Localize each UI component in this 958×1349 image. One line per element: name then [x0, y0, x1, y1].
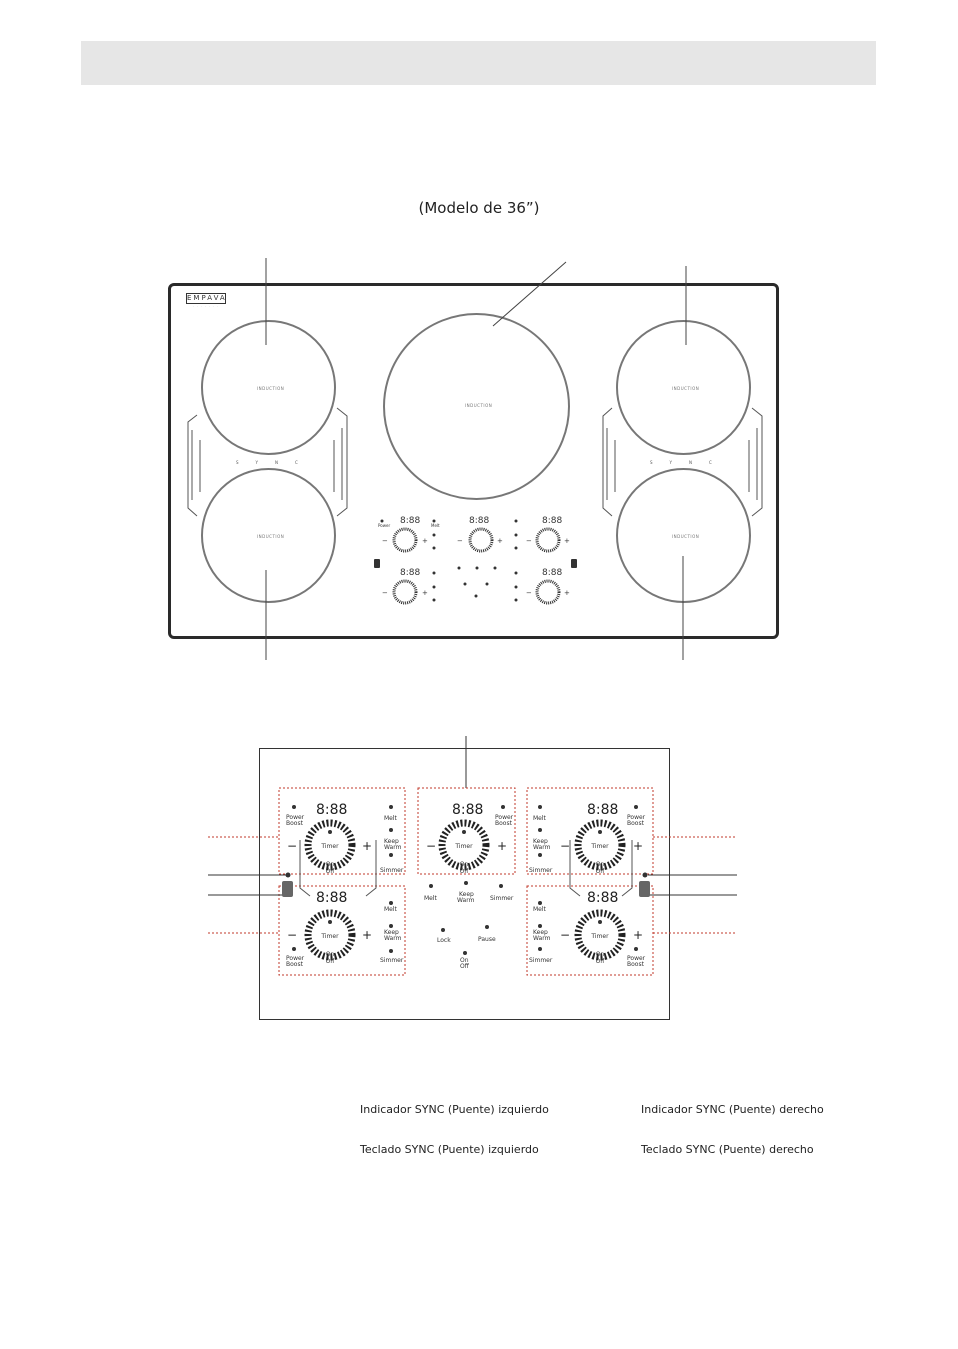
control-panel-svg [0, 720, 958, 1040]
svg-text:Timer: Timer [321, 843, 339, 850]
svg-text:Melt: Melt [384, 906, 397, 913]
svg-text:Off: Off [595, 958, 605, 965]
svg-text:Keep: Keep [384, 929, 399, 936]
svg-text:−: − [287, 839, 298, 853]
svg-text:Boost: Boost [286, 820, 303, 827]
zone-label-fr: INDUCTION [672, 386, 700, 391]
svg-text:Warm: Warm [533, 844, 551, 851]
svg-text:+: + [362, 839, 373, 853]
svg-text:−: − [526, 537, 532, 545]
svg-text:8:88: 8:88 [400, 516, 421, 526]
zone-label-rl: INDUCTION [257, 534, 285, 539]
svg-text:Warm: Warm [384, 935, 402, 942]
legend-sync-indicator-right: Indicador SYNC (Puente) derecho [641, 1103, 824, 1116]
svg-text:Power: Power [627, 814, 646, 821]
svg-text:Power: Power [495, 814, 514, 821]
zone-label-center: INDUCTION [465, 403, 493, 408]
svg-text:On: On [460, 957, 469, 964]
svg-text:Melt: Melt [384, 815, 397, 822]
svg-text:Off: Off [460, 963, 469, 970]
sync-letters-left: SYNC [236, 460, 315, 465]
svg-text:Off: Off [459, 868, 469, 875]
svg-text:8:88: 8:88 [587, 890, 619, 906]
svg-text:Warm: Warm [384, 844, 402, 851]
svg-text:Boost: Boost [495, 820, 512, 827]
mini-control-group [378, 516, 440, 551]
svg-text:Boost: Boost [286, 961, 303, 968]
brand-subline: · · · · · · · [193, 304, 219, 308]
svg-text:On: On [325, 861, 335, 868]
svg-text:Timer: Timer [591, 843, 609, 850]
svg-text:Timer: Timer [455, 843, 473, 850]
svg-text:Pause: Pause [478, 936, 496, 943]
svg-text:8:88: 8:88 [452, 802, 484, 818]
brand-name: EMPAVA [187, 294, 227, 302]
svg-text:+: + [633, 928, 644, 942]
svg-text:+: + [564, 537, 570, 545]
svg-text:Power: Power [627, 955, 646, 962]
svg-text:+: + [362, 928, 373, 942]
svg-text:On: On [459, 861, 469, 868]
svg-text:−: − [457, 537, 463, 545]
svg-text:Boost: Boost [627, 820, 644, 827]
svg-text:+: + [633, 839, 644, 853]
legend-sync-key-left: Teclado SYNC (Puente) izquierdo [360, 1143, 539, 1156]
svg-text:Simmer: Simmer [490, 895, 514, 902]
svg-text:8:88: 8:88 [587, 802, 619, 818]
zone-label-fl: INDUCTION [257, 386, 285, 391]
sync-key-left [282, 881, 293, 897]
svg-text:On: On [325, 951, 335, 958]
svg-text:Melt: Melt [424, 895, 437, 902]
svg-text:+: + [564, 589, 570, 597]
svg-text:Power: Power [286, 814, 305, 821]
svg-text:Timer: Timer [321, 933, 339, 940]
sync-indicator-right [643, 873, 648, 878]
svg-text:8:88: 8:88 [542, 568, 563, 578]
svg-text:−: − [526, 589, 532, 597]
svg-text:Warm: Warm [533, 935, 551, 942]
svg-text:−: − [287, 928, 298, 942]
svg-text:−: − [382, 537, 388, 545]
svg-text:8:88: 8:88 [316, 890, 348, 906]
svg-text:−: − [560, 928, 571, 942]
svg-text:Keep: Keep [533, 838, 548, 845]
svg-text:Keep: Keep [533, 929, 548, 936]
svg-text:+: + [497, 537, 503, 545]
sync-key-right [639, 881, 650, 897]
svg-text:On: On [595, 861, 605, 868]
svg-text:Boost: Boost [627, 961, 644, 968]
svg-text:Simmer: Simmer [380, 957, 404, 964]
svg-text:Power: Power [286, 955, 305, 962]
sync-letters-right: SYNC [650, 460, 729, 465]
svg-text:Warm: Warm [457, 897, 475, 904]
svg-text:−: − [560, 839, 571, 853]
svg-text:Simmer: Simmer [529, 867, 553, 874]
svg-text:Melt: Melt [533, 906, 546, 913]
svg-text:Lock: Lock [437, 937, 451, 944]
svg-text:Melt: Melt [431, 523, 440, 528]
svg-text:Timer: Timer [591, 933, 609, 940]
sync-indicator-left [286, 873, 291, 878]
model-caption: (Modelo de 36”) [418, 199, 540, 217]
svg-text:8:88: 8:88 [316, 802, 348, 818]
svg-text:+: + [497, 839, 508, 853]
svg-text:+: + [422, 589, 428, 597]
svg-text:On: On [595, 951, 605, 958]
svg-text:Off: Off [325, 958, 335, 965]
svg-text:Simmer: Simmer [529, 957, 553, 964]
zone-label-rr: INDUCTION [672, 534, 700, 539]
svg-text:−: − [426, 839, 437, 853]
svg-text:Simmer: Simmer [380, 867, 404, 874]
svg-text:+: + [422, 537, 428, 545]
svg-text:Keep: Keep [459, 891, 474, 898]
svg-text:Off: Off [325, 868, 335, 875]
legend-sync-key-right: Teclado SYNC (Puente) derecho [641, 1143, 814, 1156]
svg-text:8:88: 8:88 [542, 516, 563, 526]
svg-text:Keep: Keep [384, 838, 399, 845]
svg-text:8:88: 8:88 [469, 516, 490, 526]
svg-text:8:88: 8:88 [400, 568, 421, 578]
svg-text:−: − [382, 589, 388, 597]
svg-text:Power: Power [378, 523, 391, 528]
svg-text:Melt: Melt [533, 815, 546, 822]
svg-text:Off: Off [595, 868, 605, 875]
legend-sync-indicator-left: Indicador SYNC (Puente) izquierdo [360, 1103, 549, 1116]
